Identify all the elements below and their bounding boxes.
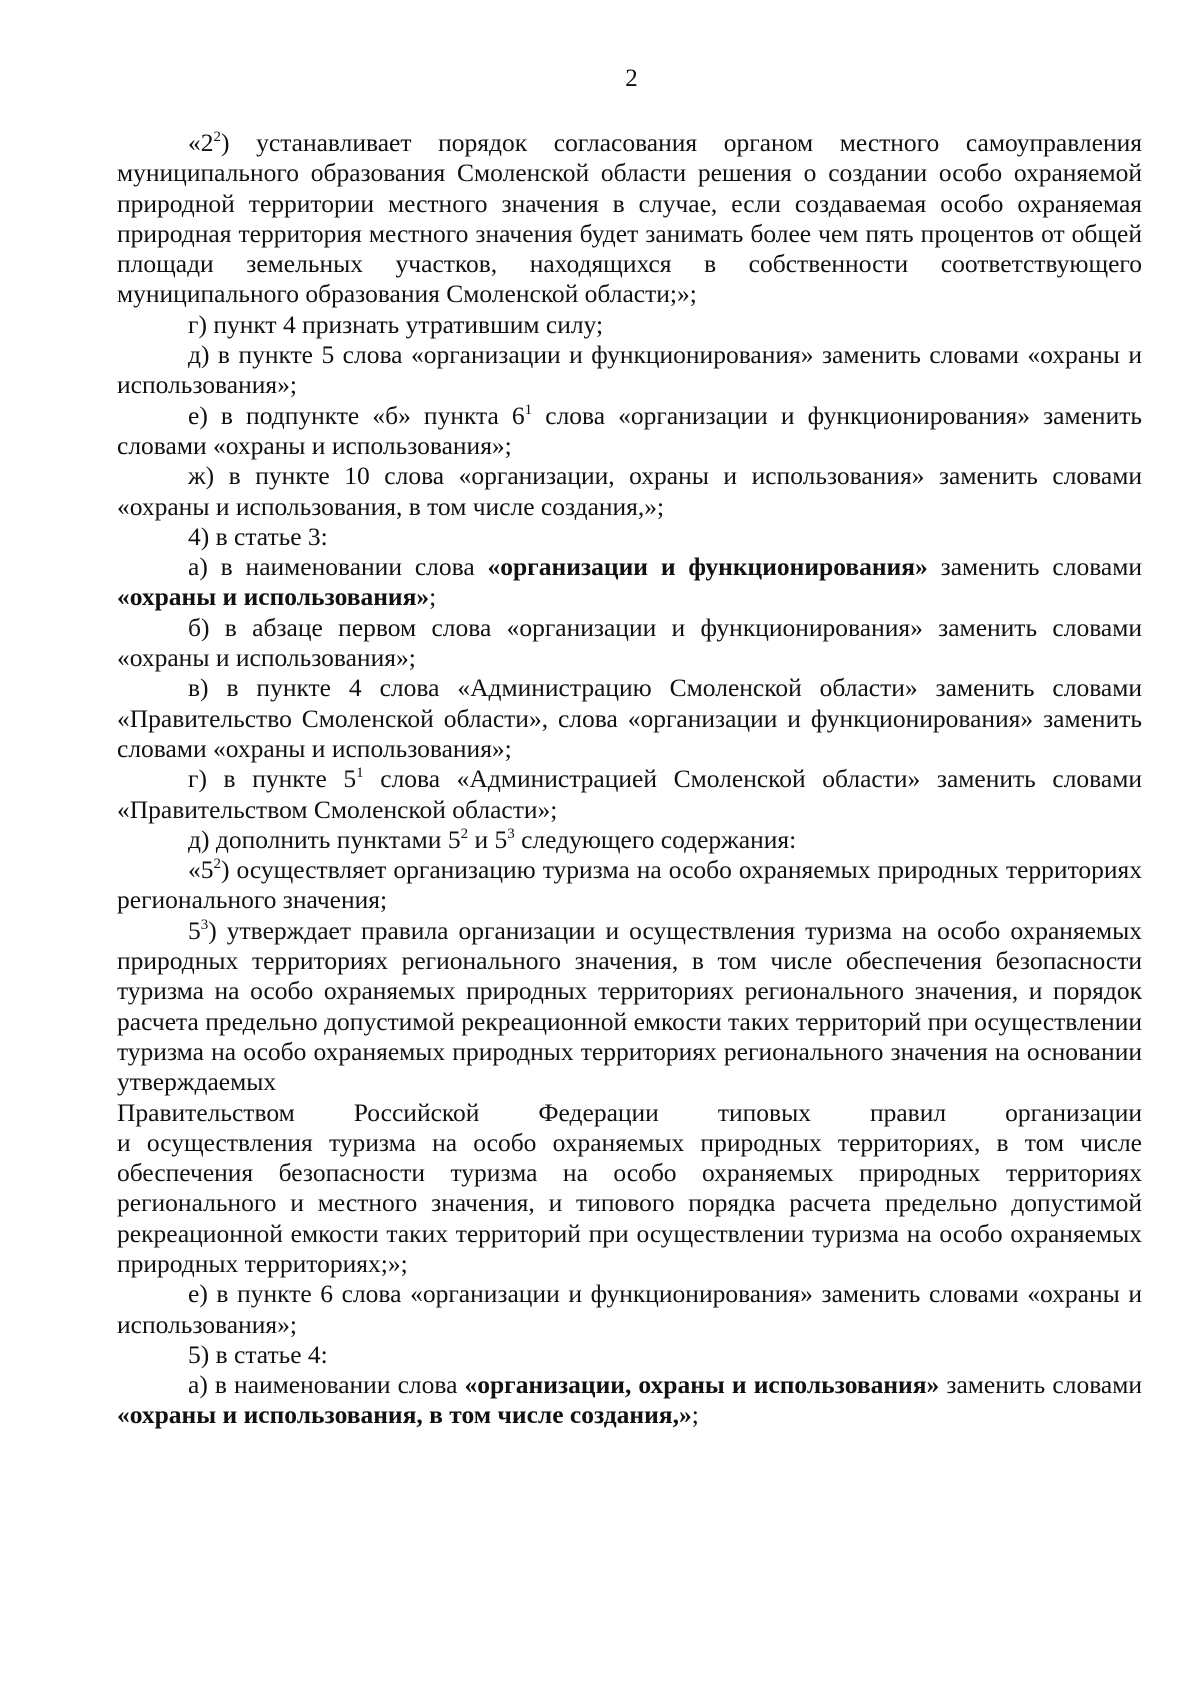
paragraph-2-2: «$2^2$) устанавливает порядок согласования органом местного самоуправления муниципального образования Смоленской области решения о создании особо охраняемой природной территории местного значения в случае, если создаваемая особо охраняемая природная территория местного значения будет занимать более чем пять процентов от общей площади земельных участков, находящихся в собственности соответствующего муниципального образования Смоленской области;»; — [117, 128, 1142, 309]
paragraph-3b: б) в абзаце первом слова «организации и функционирования» заменить словами «охраны и использования»; — [117, 612, 1142, 673]
paragraph-3d: д) дополнить пунктами $5^2$ и $5^3$ следующего содержания: — [188, 824, 797, 854]
paragraph-3a: а) в наименовании слова «организации и функционирования» заменить словами «охраны и использования»; — [117, 552, 1142, 612]
paragraph-3e: е) в пункте 6 слова «организации и функционирования» заменить словами «охраны и использования»; — [117, 1279, 1142, 1339]
paragraph-5-3-line: Правительством Российской Федерации типовых правил организации — [117, 1097, 1142, 1127]
paragraph-5-3: $5^3$) утверждает правила организации и осуществления туризма на особо охраняемых природных территориях регионального значения, в том числе обеспечения безопасности туризма на особо охраняемых природных территориях регионального значения, и порядок расчета предельно допустимой рекреационной емкости таких территорий при осуществлении туризма на особо охраняемых природных территориях регионального значения на основании утверждаемых — [117, 915, 1142, 1097]
paragraph-3v: в) в пункте 4 слова «Администрацию Смоленской области» заменить словами «Правительство Смоленской области», слова «организации и функционирования» заменить словами «охраны и использования»; — [117, 673, 1142, 763]
paragraph-article-4: 5) в статье 4: — [188, 1339, 328, 1369]
paragraph-3g: г) в пункте $5^1$ слова «Администрацией Смоленской области» заменить словами «Правительством Смоленской области»; — [117, 764, 1142, 824]
paragraph-4a: а) в наименовании слова «организации, охраны и использования» заменить словами «охраны и использования, в том числе создания,»; — [117, 1370, 1143, 1430]
page-number: 2 — [625, 65, 638, 92]
paragraph-g: г) пункт 4 признать утратившим силу; — [188, 309, 604, 339]
paragraph-zh: ж) в пункте 10 слова «организации, охраны и использования» заменить словами «охраны и использования, в том числе создания,»; — [117, 461, 1142, 521]
paragraph-5-2: «$5^2$) осуществляет организацию туризма на особо охраняемых природных территориях регионального значения; — [117, 855, 1142, 915]
paragraph-article-3: 4) в статье 3: — [188, 521, 328, 551]
paragraph-d: д) в пункте 5 слова «организации и функционирования» заменить словами «охраны и использования»; — [117, 340, 1142, 400]
document-body — [117, 128, 1142, 1431]
paragraph-5-3-cont: и осуществления туризма на особо охраняемых природных территориях, в том числе обеспечения безопасности туризма на особо охраняемых природных территориях регионального и местного значения, и типового порядка расчета предельно допустимой рекреационной емкости таких территорий при осуществлении туризма на особо охраняемых природных территориях;»; — [117, 1127, 1142, 1278]
paragraph-e: е) в подпункте «б» пункта $6^1$ слова «организации и функционирования» заменить словами «охраны и использования»; — [117, 400, 1142, 460]
